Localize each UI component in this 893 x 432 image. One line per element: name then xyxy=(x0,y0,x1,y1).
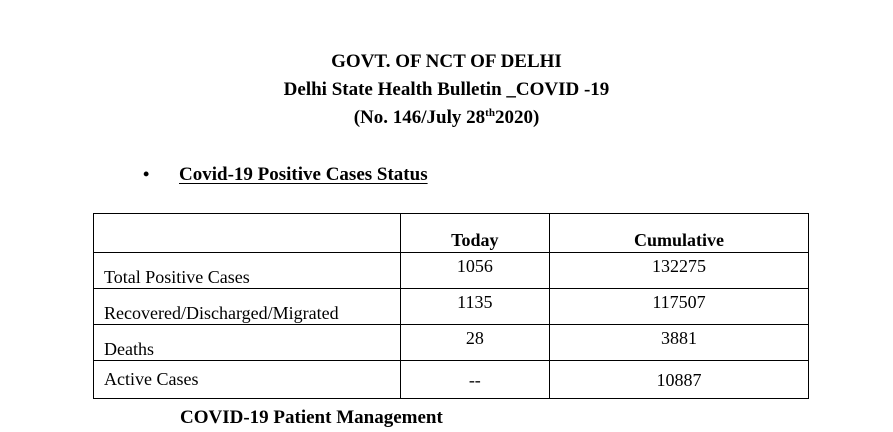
bullet-point: • xyxy=(143,164,150,184)
cumulative-value: 132275 xyxy=(550,253,809,289)
row-label: Active Cases xyxy=(94,361,401,399)
table-header-today: Today xyxy=(400,214,549,253)
table-row-recovered xyxy=(94,289,809,325)
bulletin-title: Delhi State Health Bulletin _COVID -19 xyxy=(283,79,610,100)
today-value: 1135 xyxy=(400,289,549,325)
table-header-blank xyxy=(94,214,401,253)
today-value: 1056 xyxy=(400,253,549,289)
cumulative-value: 3881 xyxy=(550,325,809,361)
row-label: Deaths xyxy=(94,325,401,361)
row-label: Total Positive Cases xyxy=(94,253,401,289)
table-row-deaths xyxy=(94,325,809,361)
next-section-heading-cropped: COVID-19 Patient Management xyxy=(180,407,443,428)
cumulative-value: 10887 xyxy=(550,361,809,399)
today-value: 28 xyxy=(400,325,549,361)
section-heading xyxy=(143,160,428,189)
bulletin-number-prefix: (No. 146/July 28 xyxy=(353,107,486,128)
bulletin-number-date xyxy=(0,104,893,132)
table-row-total-positive xyxy=(94,253,809,289)
date-ordinal-suffix: th xyxy=(485,107,495,119)
section-title: Covid-19 Positive Cases Status xyxy=(179,164,428,185)
today-value: -- xyxy=(400,361,549,399)
bulletin-year-suffix: 2020) xyxy=(494,107,540,128)
table-row-active xyxy=(94,361,809,399)
row-label: Recovered/Discharged/Migrated xyxy=(94,289,401,325)
table-header-cumulative: Cumulative xyxy=(550,214,809,253)
cases-status-table xyxy=(93,213,809,399)
cumulative-value: 117507 xyxy=(550,289,809,325)
bulletin-authority-title: GOVT. OF NCT OF DELHI xyxy=(331,51,562,72)
table-header-row xyxy=(94,214,809,253)
